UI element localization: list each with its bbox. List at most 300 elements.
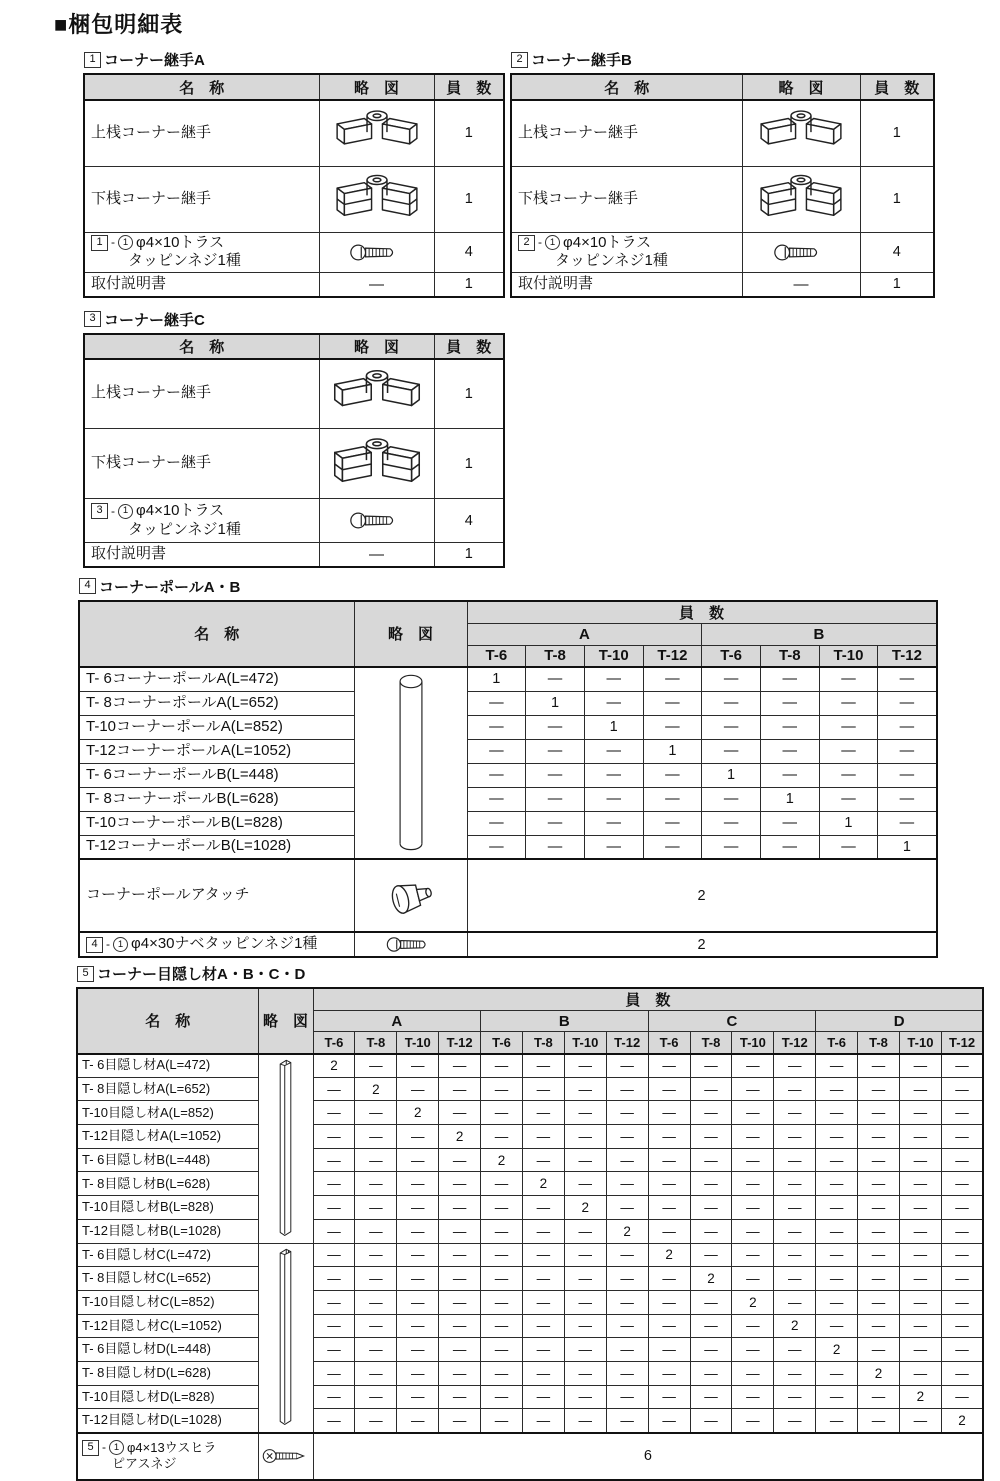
qty-cell: ― <box>648 1385 690 1409</box>
item-number-circle: 1 <box>118 235 133 250</box>
qty-cell: ― <box>690 1077 732 1101</box>
qty-cell: ― <box>481 1125 523 1149</box>
part-name: φ4×30ナベタッピンネジ1種 <box>131 935 318 953</box>
qty-cell: ― <box>313 1361 355 1385</box>
qty-cell: ― <box>397 1077 439 1101</box>
group-header-a: A <box>467 623 702 645</box>
qty-cell: ― <box>606 1361 648 1385</box>
qty-cell: ― <box>606 1338 648 1362</box>
qty-cell: ― <box>522 1054 564 1078</box>
qty-cell: ― <box>816 1172 858 1196</box>
part-name-cell <box>77 1101 258 1125</box>
qty-cell: ― <box>481 1361 523 1385</box>
qty-cell: ― <box>899 1314 941 1338</box>
qty-cell: ― <box>439 1243 481 1267</box>
qty-cell: ― <box>760 763 819 787</box>
qty-cell: ― <box>564 1409 606 1433</box>
item-number-box: 3 <box>91 503 108 519</box>
table-row <box>84 429 504 499</box>
part-name: 取付説明書 <box>91 274 167 292</box>
sketch-cell <box>742 166 860 232</box>
qty-cell: ― <box>584 691 643 715</box>
qty-cell: ― <box>941 1290 983 1314</box>
footer-row <box>79 859 937 932</box>
parts-matrix-table <box>76 987 984 1481</box>
qty-cell: ― <box>584 739 643 763</box>
qty-cell: 2 <box>481 1148 523 1172</box>
qty-cell: ― <box>522 1219 564 1243</box>
qty-cell: ― <box>481 1314 523 1338</box>
part-name-cell <box>77 1172 258 1196</box>
qty-column-header: 員 数 <box>313 988 983 1011</box>
group-header-b: B <box>702 623 937 645</box>
qty-cell: ― <box>858 1101 900 1125</box>
size-header: T-10 <box>397 1032 439 1054</box>
lower-corner-joint-sketch <box>753 170 849 228</box>
table-row <box>79 787 937 811</box>
qty-cell: ― <box>858 1290 900 1314</box>
part-name: T-12コーナーポールA(L=1052) <box>86 741 292 759</box>
qty-cell: ― <box>467 739 526 763</box>
qty-cell: ― <box>816 1267 858 1291</box>
qty-cell: ― <box>481 1290 523 1314</box>
part-name: T- 8目隠し材D(L=628) <box>82 1365 211 1381</box>
qty-cell: ― <box>481 1338 523 1362</box>
qty-cell: ― <box>760 691 819 715</box>
qty-cell: ― <box>941 1338 983 1362</box>
group-header-d: D <box>816 1011 984 1032</box>
qty-cell: ― <box>858 1054 900 1078</box>
qty-cell: ― <box>816 1101 858 1125</box>
part-name: T- 8目隠し材A(L=652) <box>82 1080 211 1096</box>
part-name: φ4×10トラス <box>136 501 225 519</box>
sketch-column-header: 略 図 <box>354 601 467 668</box>
joint-tables-row <box>83 49 1000 298</box>
part-name: T- 8目隠し材B(L=628) <box>82 1175 211 1191</box>
qty-cell: ― <box>648 1361 690 1385</box>
table-row <box>511 273 934 297</box>
qty-cell: ― <box>774 1243 816 1267</box>
qty-cell: ― <box>899 1361 941 1385</box>
part-name-cell <box>79 763 354 787</box>
qty-cell: ― <box>816 1125 858 1149</box>
qty-cell: 1 <box>643 739 702 763</box>
qty-cell: ― <box>313 1196 355 1220</box>
qty-cell: ― <box>899 1243 941 1267</box>
qty-cell: ― <box>313 1314 355 1338</box>
sketch-cell <box>258 1054 313 1244</box>
qty-cell: ― <box>648 1290 690 1314</box>
qty-cell: ― <box>732 1219 774 1243</box>
sketch-column-header: 略 図 <box>258 988 313 1054</box>
qty-cell: ― <box>941 1314 983 1338</box>
qty-cell: ― <box>313 1267 355 1291</box>
no-sketch-dash: ― <box>793 275 809 293</box>
part-name-cell <box>77 1196 258 1220</box>
qty-cell: ― <box>690 1314 732 1338</box>
qty-cell: ― <box>760 667 819 691</box>
qty-cell: ― <box>702 715 761 739</box>
qty-cell: ― <box>481 1054 523 1078</box>
size-header: T-6 <box>481 1032 523 1054</box>
sketch-cell <box>742 273 860 297</box>
table-row <box>77 1219 983 1243</box>
qty-cell: ― <box>816 1054 858 1078</box>
qty-cell: ― <box>355 1196 397 1220</box>
qty-cell: ― <box>774 1219 816 1243</box>
qty-cell: 2 <box>439 1125 481 1149</box>
qty-cell: ― <box>643 763 702 787</box>
sketch-cell <box>742 100 860 166</box>
part-name-cell <box>77 1243 258 1267</box>
qty-cell: ― <box>732 1054 774 1078</box>
qty-cell: ― <box>941 1267 983 1291</box>
table-row <box>79 739 937 763</box>
qty-cell: ― <box>648 1409 690 1433</box>
qty-cell: ― <box>467 691 526 715</box>
qty-cell: ― <box>439 1077 481 1101</box>
table-row <box>77 1409 983 1433</box>
qty-cell: ― <box>899 1148 941 1172</box>
part-name: T-10コーナーポールB(L=828) <box>86 813 283 831</box>
table-row <box>84 499 504 543</box>
qty-cell: ― <box>774 1125 816 1149</box>
part-name: T-10目隠し材A(L=852) <box>82 1104 214 1120</box>
part-name-line2: ピアスネジ <box>112 1456 177 1471</box>
part-name: T-12目隠し材D(L=1028) <box>82 1412 222 1428</box>
qty-cell: ― <box>819 739 878 763</box>
part-name-cell <box>79 787 354 811</box>
qty-cell: ― <box>355 1314 397 1338</box>
table-row <box>77 1361 983 1385</box>
qty-cell: ― <box>774 1409 816 1433</box>
qty-cell: ― <box>899 1077 941 1101</box>
parts-table <box>83 333 505 568</box>
part-name: T-10目隠し材D(L=828) <box>82 1388 215 1404</box>
part-name-cell <box>84 273 319 297</box>
part-name: T-12目隠し材A(L=1052) <box>82 1128 222 1144</box>
table-row <box>84 232 504 273</box>
qty-cell: 2 <box>467 932 937 957</box>
qty-cell: ― <box>690 1219 732 1243</box>
qty-cell: ― <box>355 1338 397 1362</box>
size-header: T-8 <box>858 1032 900 1054</box>
qty-cell: ― <box>732 1385 774 1409</box>
part-name: T- 6目隠し材B(L=448) <box>82 1151 211 1167</box>
sketch-cell <box>258 1243 313 1433</box>
qty-cell: ― <box>313 1409 355 1433</box>
qty-cell: 2 <box>355 1077 397 1101</box>
qty-cell: ― <box>702 739 761 763</box>
corner-joint-c-section <box>83 309 1000 568</box>
qty-cell: ― <box>899 1219 941 1243</box>
part-name-cell <box>84 166 319 232</box>
part-name: T- 6コーナーポールB(L=448) <box>86 765 279 783</box>
qty-cell: ― <box>774 1101 816 1125</box>
qty-cell: ― <box>643 667 702 691</box>
qty-cell: ― <box>732 1314 774 1338</box>
qty-cell: ― <box>690 1196 732 1220</box>
section-number-box: 4 <box>79 578 96 594</box>
part-name: 取付説明書 <box>91 544 167 562</box>
group-header-b: B <box>481 1011 649 1032</box>
part-name-cell <box>77 1054 258 1078</box>
table-row <box>79 811 937 835</box>
sketch-cell <box>258 1433 313 1480</box>
qty-cell: ― <box>690 1101 732 1125</box>
part-name: T- 8目隠し材C(L=652) <box>82 1270 211 1286</box>
part-name-cell <box>79 667 354 691</box>
qty-cell: ― <box>899 1290 941 1314</box>
qty-cell: ― <box>526 715 585 739</box>
qty-cell: ― <box>397 1338 439 1362</box>
section-number-box: 5 <box>77 966 94 982</box>
qty-cell: ― <box>606 1148 648 1172</box>
table-row <box>511 100 934 166</box>
qty-cell: ― <box>522 1077 564 1101</box>
table-row <box>79 715 937 739</box>
qty-cell: ― <box>439 1054 481 1078</box>
qty-cell: ― <box>397 1314 439 1338</box>
upper-corner-joint-sketch <box>753 104 849 162</box>
qty-cell: ― <box>648 1101 690 1125</box>
screen-profile-ab-sketch <box>272 1058 299 1240</box>
part-name-cell: 4 - 1 φ4×30ナベタッピンネジ1種 <box>79 932 354 957</box>
part-name-cell <box>511 100 742 166</box>
qty-cell: ― <box>899 1409 941 1433</box>
qty-cell: ― <box>643 811 702 835</box>
part-name: 上桟コーナー継手 <box>518 123 639 141</box>
qty-cell: ― <box>878 667 937 691</box>
qty-cell: 2 <box>774 1314 816 1338</box>
qty-cell: ― <box>760 811 819 835</box>
qty-cell: ― <box>819 715 878 739</box>
qty-cell: ― <box>816 1361 858 1385</box>
qty-cell: ― <box>690 1243 732 1267</box>
part-name-cell <box>79 811 354 835</box>
section-number-box: 2 <box>511 52 528 68</box>
part-name-cell <box>77 1148 258 1172</box>
part-name-cell: 3 - 1 φ4×10トラス タッピンネジ1種 <box>84 499 319 543</box>
qty-cell: ― <box>606 1125 648 1149</box>
qty-cell: ― <box>690 1338 732 1362</box>
qty-cell: ― <box>858 1338 900 1362</box>
size-header: T-8 <box>760 645 819 667</box>
table-row <box>511 232 934 273</box>
qty-cell: ― <box>397 1125 439 1149</box>
qty-cell: ― <box>397 1219 439 1243</box>
qty-cell: ― <box>481 1243 523 1267</box>
qty-cell: ― <box>858 1314 900 1338</box>
qty-cell: 2 <box>467 859 937 932</box>
qty-cell: ― <box>643 691 702 715</box>
qty-cell: ― <box>732 1267 774 1291</box>
qty-cell: ― <box>648 1148 690 1172</box>
qty-cell: ― <box>397 1054 439 1078</box>
qty-cell: ― <box>690 1054 732 1078</box>
size-header: T-6 <box>648 1032 690 1054</box>
part-name-cell: 5 - 1 φ4×13ウスヒラ ピアスネジ <box>77 1433 258 1480</box>
qty-cell: ― <box>584 763 643 787</box>
pole-attach-sketch <box>384 873 438 919</box>
qty-cell: ― <box>819 667 878 691</box>
qty-cell: ― <box>439 1409 481 1433</box>
qty-cell: 2 <box>816 1338 858 1362</box>
qty-cell: ― <box>481 1077 523 1101</box>
qty-cell: ― <box>313 1338 355 1362</box>
qty-cell: 2 <box>606 1219 648 1243</box>
qty-cell: ― <box>313 1125 355 1149</box>
qty-cell: ― <box>648 1196 690 1220</box>
qty-cell: 4 <box>434 232 504 273</box>
qty-cell: ― <box>774 1148 816 1172</box>
qty-cell: ― <box>564 1290 606 1314</box>
upper-corner-joint-sketch <box>329 363 425 425</box>
size-header: T-8 <box>355 1032 397 1054</box>
qty-cell: ― <box>355 1385 397 1409</box>
size-header: T-12 <box>643 645 702 667</box>
no-sketch-dash: ― <box>369 545 384 563</box>
sketch-cell <box>319 166 434 232</box>
part-name: 上桟コーナー継手 <box>91 384 212 402</box>
qty-cell: ― <box>606 1054 648 1078</box>
qty-cell: 2 <box>690 1267 732 1291</box>
qty-cell: ― <box>858 1125 900 1149</box>
qty-cell: ― <box>878 739 937 763</box>
qty-cell: 4 <box>860 232 934 273</box>
qty-cell: 1 <box>819 811 878 835</box>
qty-cell: ― <box>816 1219 858 1243</box>
qty-cell: 1 <box>860 100 934 166</box>
truss-tapping-screw-sketch <box>349 510 405 531</box>
table-row <box>77 1125 983 1149</box>
qty-cell: ― <box>878 811 937 835</box>
size-header: T-10 <box>732 1032 774 1054</box>
qty-cell: ― <box>564 1125 606 1149</box>
qty-cell: ― <box>526 667 585 691</box>
qty-cell: ― <box>774 1077 816 1101</box>
qty-cell: ― <box>732 1243 774 1267</box>
part-name: T-10目隠し材C(L=852) <box>82 1294 215 1310</box>
qty-cell: ― <box>606 1077 648 1101</box>
qty-cell: ― <box>774 1267 816 1291</box>
qty-cell: 2 <box>397 1101 439 1125</box>
qty-cell: ― <box>816 1314 858 1338</box>
section-title: コーナー継手C <box>104 311 205 329</box>
qty-cell: ― <box>355 1243 397 1267</box>
qty-cell: ― <box>760 739 819 763</box>
qty-cell: ― <box>439 1314 481 1338</box>
part-name-line2: タッピンネジ1種 <box>555 252 668 270</box>
qty-cell: ― <box>941 1125 983 1149</box>
qty-cell: ― <box>564 1101 606 1125</box>
part-name-cell: 1 - 1 φ4×10トラス タッピンネジ1種 <box>84 232 319 273</box>
qty-cell: ― <box>690 1409 732 1433</box>
part-name-cell <box>79 691 354 715</box>
table-row <box>77 1338 983 1362</box>
qty-cell: ― <box>760 835 819 859</box>
item-number-box: 2 <box>518 235 535 251</box>
qty-cell: ― <box>355 1361 397 1385</box>
qty-cell: ― <box>397 1196 439 1220</box>
item-number-box: 4 <box>86 937 103 953</box>
qty-cell: ― <box>774 1290 816 1314</box>
table-row <box>77 1290 983 1314</box>
table-row <box>77 1172 983 1196</box>
qty-cell: ― <box>858 1385 900 1409</box>
size-header: T-12 <box>439 1032 481 1054</box>
qty-cell: ― <box>564 1267 606 1291</box>
qty-cell: ― <box>606 1385 648 1409</box>
sketch-cell <box>319 232 434 273</box>
qty-cell: ― <box>467 811 526 835</box>
qty-cell: ― <box>313 1290 355 1314</box>
qty-cell: ― <box>648 1267 690 1291</box>
part-name: 下桟コーナー継手 <box>91 189 212 207</box>
corner-screen-section <box>76 963 1000 1481</box>
footer-row <box>77 1433 983 1480</box>
qty-cell: ― <box>397 1148 439 1172</box>
qty-cell: ― <box>355 1409 397 1433</box>
qty-cell: ― <box>606 1314 648 1338</box>
qty-cell: ― <box>564 1243 606 1267</box>
sketch-cell <box>742 232 860 273</box>
qty-cell: ― <box>648 1219 690 1243</box>
part-name-cell <box>77 1077 258 1101</box>
qty-cell: ― <box>774 1054 816 1078</box>
qty-cell: ― <box>648 1125 690 1149</box>
qty-cell: ― <box>355 1054 397 1078</box>
footer-row <box>79 932 937 957</box>
sketch-column-header: 略 図 <box>742 74 860 100</box>
part-name-cell: 2 - 1 φ4×10トラス タッピンネジ1種 <box>511 232 742 273</box>
qty-cell: ― <box>858 1172 900 1196</box>
qty-cell: 2 <box>522 1172 564 1196</box>
qty-cell: ― <box>690 1148 732 1172</box>
table-row <box>79 763 937 787</box>
qty-cell: 1 <box>467 667 526 691</box>
qty-cell: ― <box>313 1219 355 1243</box>
qty-cell: ― <box>858 1219 900 1243</box>
table-row <box>79 691 937 715</box>
qty-cell: ― <box>878 763 937 787</box>
qty-cell: ― <box>648 1054 690 1078</box>
qty-cell: ― <box>858 1148 900 1172</box>
qty-cell: ― <box>643 715 702 739</box>
qty-cell: ― <box>522 1290 564 1314</box>
part-name: T- 6目隠し材A(L=472) <box>82 1057 211 1073</box>
part-name-cell <box>77 1385 258 1409</box>
part-name: T- 6目隠し材C(L=472) <box>82 1246 211 1262</box>
part-name-cell <box>84 100 319 166</box>
qty-cell: 1 <box>434 429 504 499</box>
table-row <box>77 1267 983 1291</box>
name-column-header: 名 称 <box>511 74 742 100</box>
size-header: T-6 <box>816 1032 858 1054</box>
part-name: コーナーポールアタッチ <box>86 886 250 904</box>
part-name: T-10目隠し材B(L=828) <box>82 1199 214 1215</box>
qty-cell: ― <box>816 1077 858 1101</box>
qty-cell: ― <box>858 1409 900 1433</box>
qty-cell: ― <box>564 1219 606 1243</box>
part-name: T-12目隠し材C(L=1052) <box>82 1317 222 1333</box>
size-header: T-10 <box>564 1032 606 1054</box>
qty-cell: ― <box>397 1290 439 1314</box>
qty-cell: ― <box>648 1077 690 1101</box>
qty-cell: ― <box>732 1338 774 1362</box>
qty-cell: ― <box>467 787 526 811</box>
qty-cell: ― <box>355 1267 397 1291</box>
